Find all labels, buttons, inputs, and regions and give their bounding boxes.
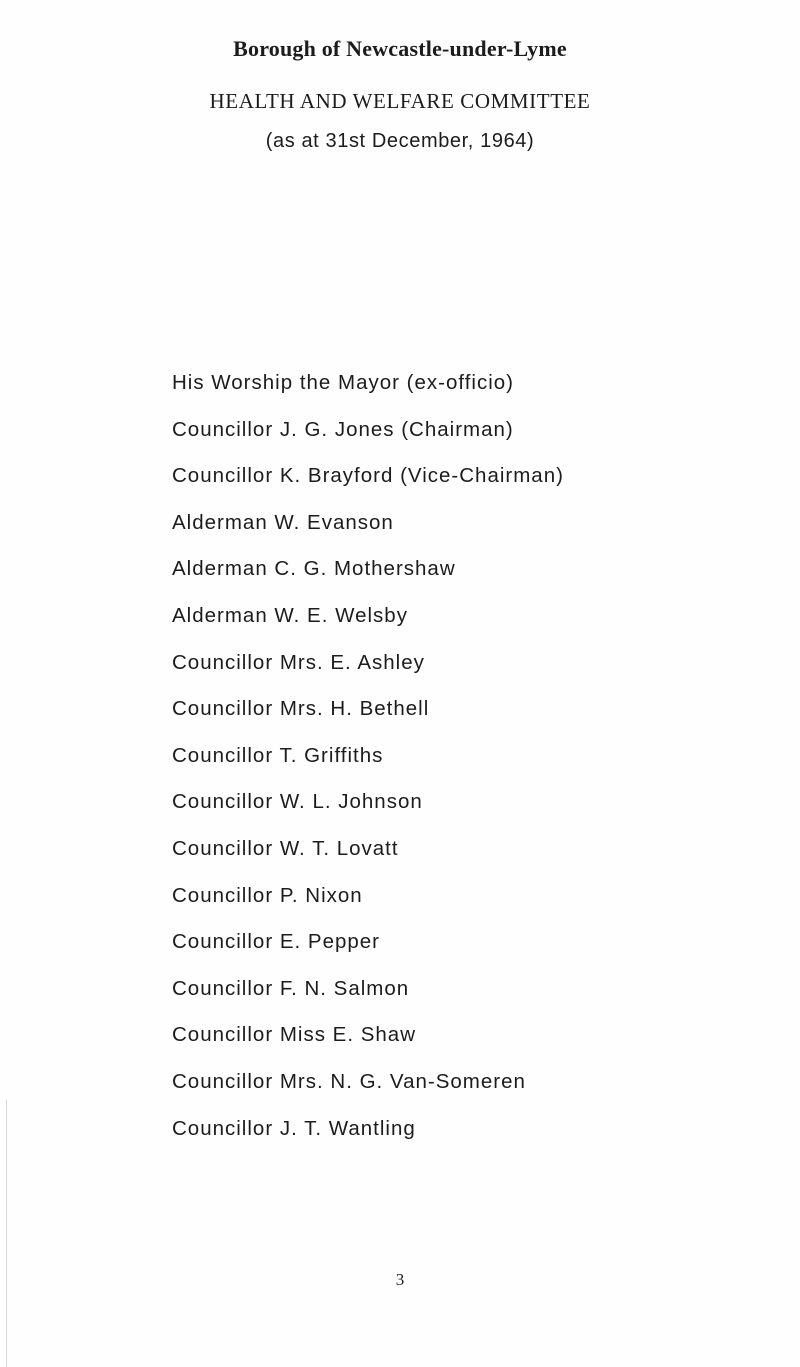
member-item: Councillor W. L. Johnson: [172, 790, 423, 814]
member-item: Councillor Mrs. N. G. Van-Someren: [172, 1069, 526, 1093]
member-item: Councillor Miss E. Shaw: [172, 1023, 417, 1047]
member-item: Councillor J. T. Wantling: [172, 1116, 416, 1140]
member-item: Councillor Mrs. E. Ashley: [172, 650, 425, 674]
member-item: Councillor E. Pepper: [172, 930, 381, 954]
member-list: [172, 370, 564, 1162]
page-number: 3: [395, 1270, 405, 1289]
member-item: Alderman W. Evanson: [172, 510, 394, 534]
member-item: Councillor W. T. Lovatt: [172, 836, 399, 860]
date-line: (as at 31st December, 1964): [265, 130, 535, 152]
member-item: Councillor P. Nixon: [172, 883, 363, 907]
member-item: Councillor J. G. Jones (Chairman): [172, 417, 514, 441]
member-item: Councillor K. Brayford (Vice-Chairman): [172, 464, 564, 488]
member-item: Alderman W. E. Welsby: [172, 603, 408, 627]
member-item: Councillor F. N. Salmon: [172, 976, 410, 1000]
member-item: Councillor T. Griffiths: [172, 743, 384, 767]
borough-title: Borough of Newcastle-under-Lyme: [233, 36, 567, 61]
member-item: Alderman C. G. Mothershaw: [172, 557, 456, 581]
scan-edge-line: [6, 1100, 7, 1367]
member-item: Councillor Mrs. H. Bethell: [172, 697, 430, 721]
committee-title: HEALTH AND WELFARE COMMITTEE: [209, 89, 591, 113]
member-item: His Worship the Mayor (ex-officio): [172, 371, 514, 394]
